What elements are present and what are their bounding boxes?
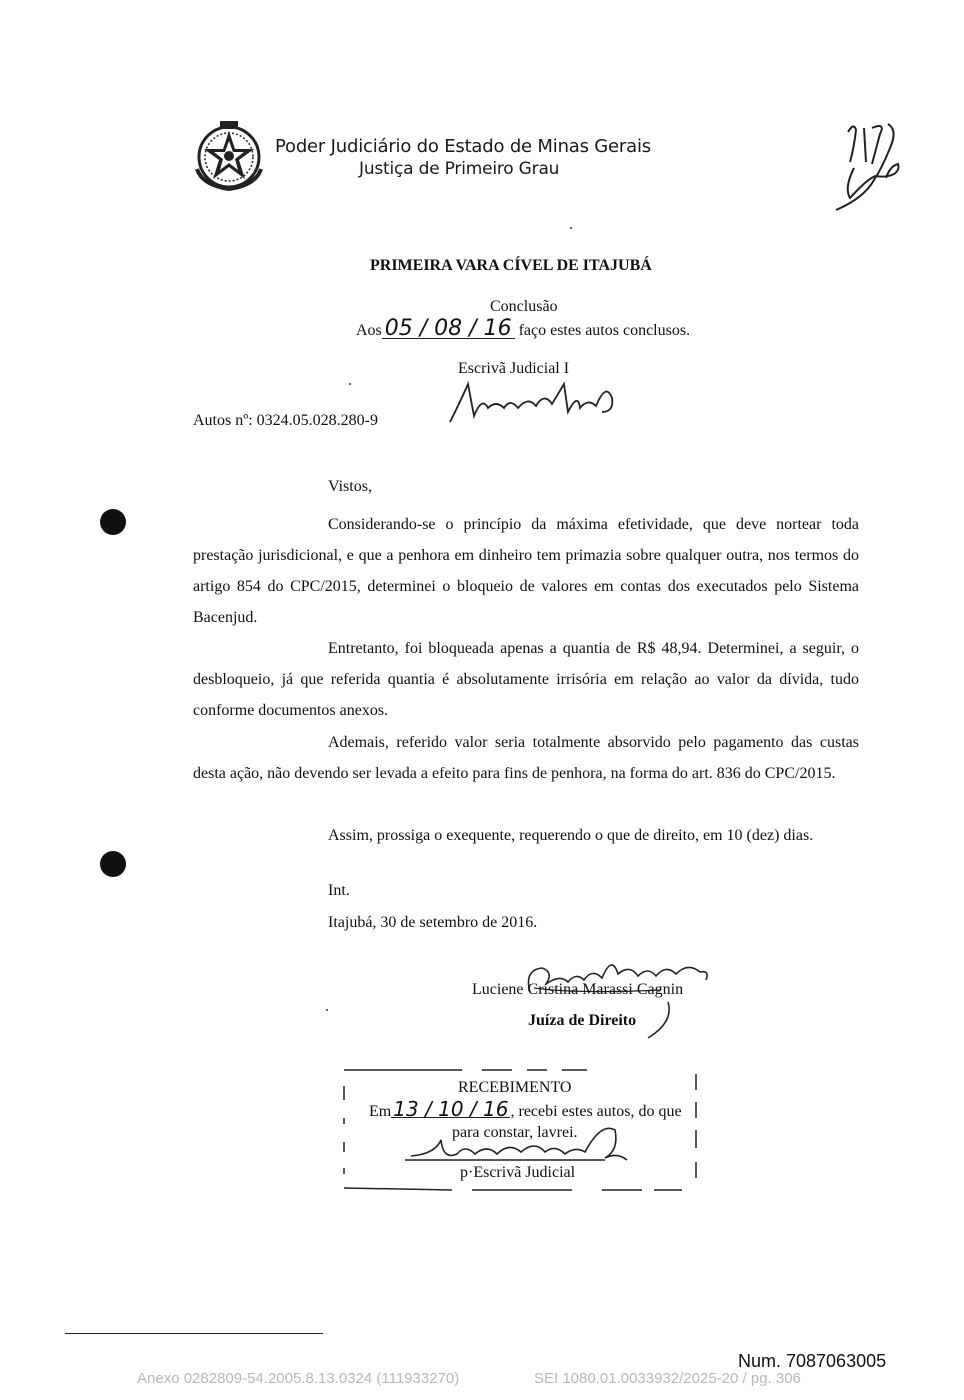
punch-hole [100, 851, 126, 877]
speck [570, 227, 572, 229]
header-subtitle: Justiça de Primeiro Grau [359, 159, 560, 179]
recebimento-suffix: , recebi estes autos, do que [510, 1103, 682, 1120]
intime: Int. [328, 882, 350, 899]
sei-reference: SEI 1080.01.0033932/2025-20 / pg. 306 [534, 1370, 801, 1387]
escriva-role: Escrivã Judicial I [458, 360, 570, 377]
paragraph-3 [193, 727, 859, 789]
greeting: Vistos, [328, 478, 372, 495]
paragraph-text: Entretanto, foi bloqueada apenas a quantia de R$ 48,94. Determinei, a seguir, o desbloqueio, já que referida quantia é absolutamente irrisória em relação ao valor da dívida, tudo conforme documentos anexos. [193, 640, 859, 719]
conclusao-label: Conclusão [490, 298, 558, 315]
annex-reference: Anexo 0282809-54.2005.8.13.0324 (111933270) [137, 1370, 460, 1387]
speck [349, 383, 351, 385]
recebimento-line [369, 1097, 682, 1121]
date-line: Itajubá, 30 de setembro de 2016. [328, 914, 538, 931]
header-title: Poder Judiciário do Estado de Minas Gerais [275, 136, 651, 157]
paragraph-2 [193, 633, 859, 726]
paragraph-1 [193, 509, 859, 633]
court-name: PRIMEIRA VARA CÍVEL DE ITAJUBÁ [370, 257, 652, 274]
document-number: Num. 7087063005 [738, 1351, 887, 1371]
paragraph-text: Considerando-se o princípio da máxima efetividade, que deve nortear toda prestação jurisdicional, e que a penhora em dinheiro tem primazia sobre qualquer outra, nos termos do artigo 854 do CPC/2015, determinei o bloqueio de valores em contas dos executados pelo Sistema Bacenjud. [193, 516, 859, 626]
handwritten-page-number-icon [828, 118, 908, 213]
conclusao-suffix: faço estes autos conclusos. [518, 322, 691, 339]
judge-name: Luciene Cristina Marassi Cagnin [472, 981, 684, 998]
speck [326, 1009, 328, 1011]
recebimento-title: RECEBIMENTO [458, 1079, 572, 1096]
footer-rule [65, 1333, 323, 1334]
paragraph-4 [193, 820, 859, 851]
coat-of-arms-icon [192, 119, 266, 191]
recebimento-prefix: Em [369, 1103, 392, 1120]
paragraph-text: Assim, prossiga o exequente, requerendo o que de direito, em 10 (dez) dias. [328, 827, 814, 844]
recebimento-date: 13 / 10 / 16 [393, 1097, 509, 1121]
conclusao-prefix: Aos [356, 322, 382, 339]
recebimento-role: p·Escrivã Judicial [460, 1164, 576, 1181]
case-number: Autos nº: 0324.05.028.280-9 [193, 412, 378, 429]
paragraph-text: Ademais, referido valor seria totalmente absorvido pelo pagamento das custas desta ação, não devendo ser levada a efeito para fins de penhora, na forma do art. 836 do CPC/2015. [193, 734, 859, 782]
punch-hole [100, 509, 126, 535]
escriva-signature-icon [448, 378, 628, 428]
judge-role: Juíza de Direito [528, 1012, 637, 1029]
conclusao-date: 05 / 08 / 16 [382, 320, 515, 339]
recebimento-line2: para constar, lavrei. [452, 1124, 578, 1141]
conclusao-line [356, 316, 691, 341]
